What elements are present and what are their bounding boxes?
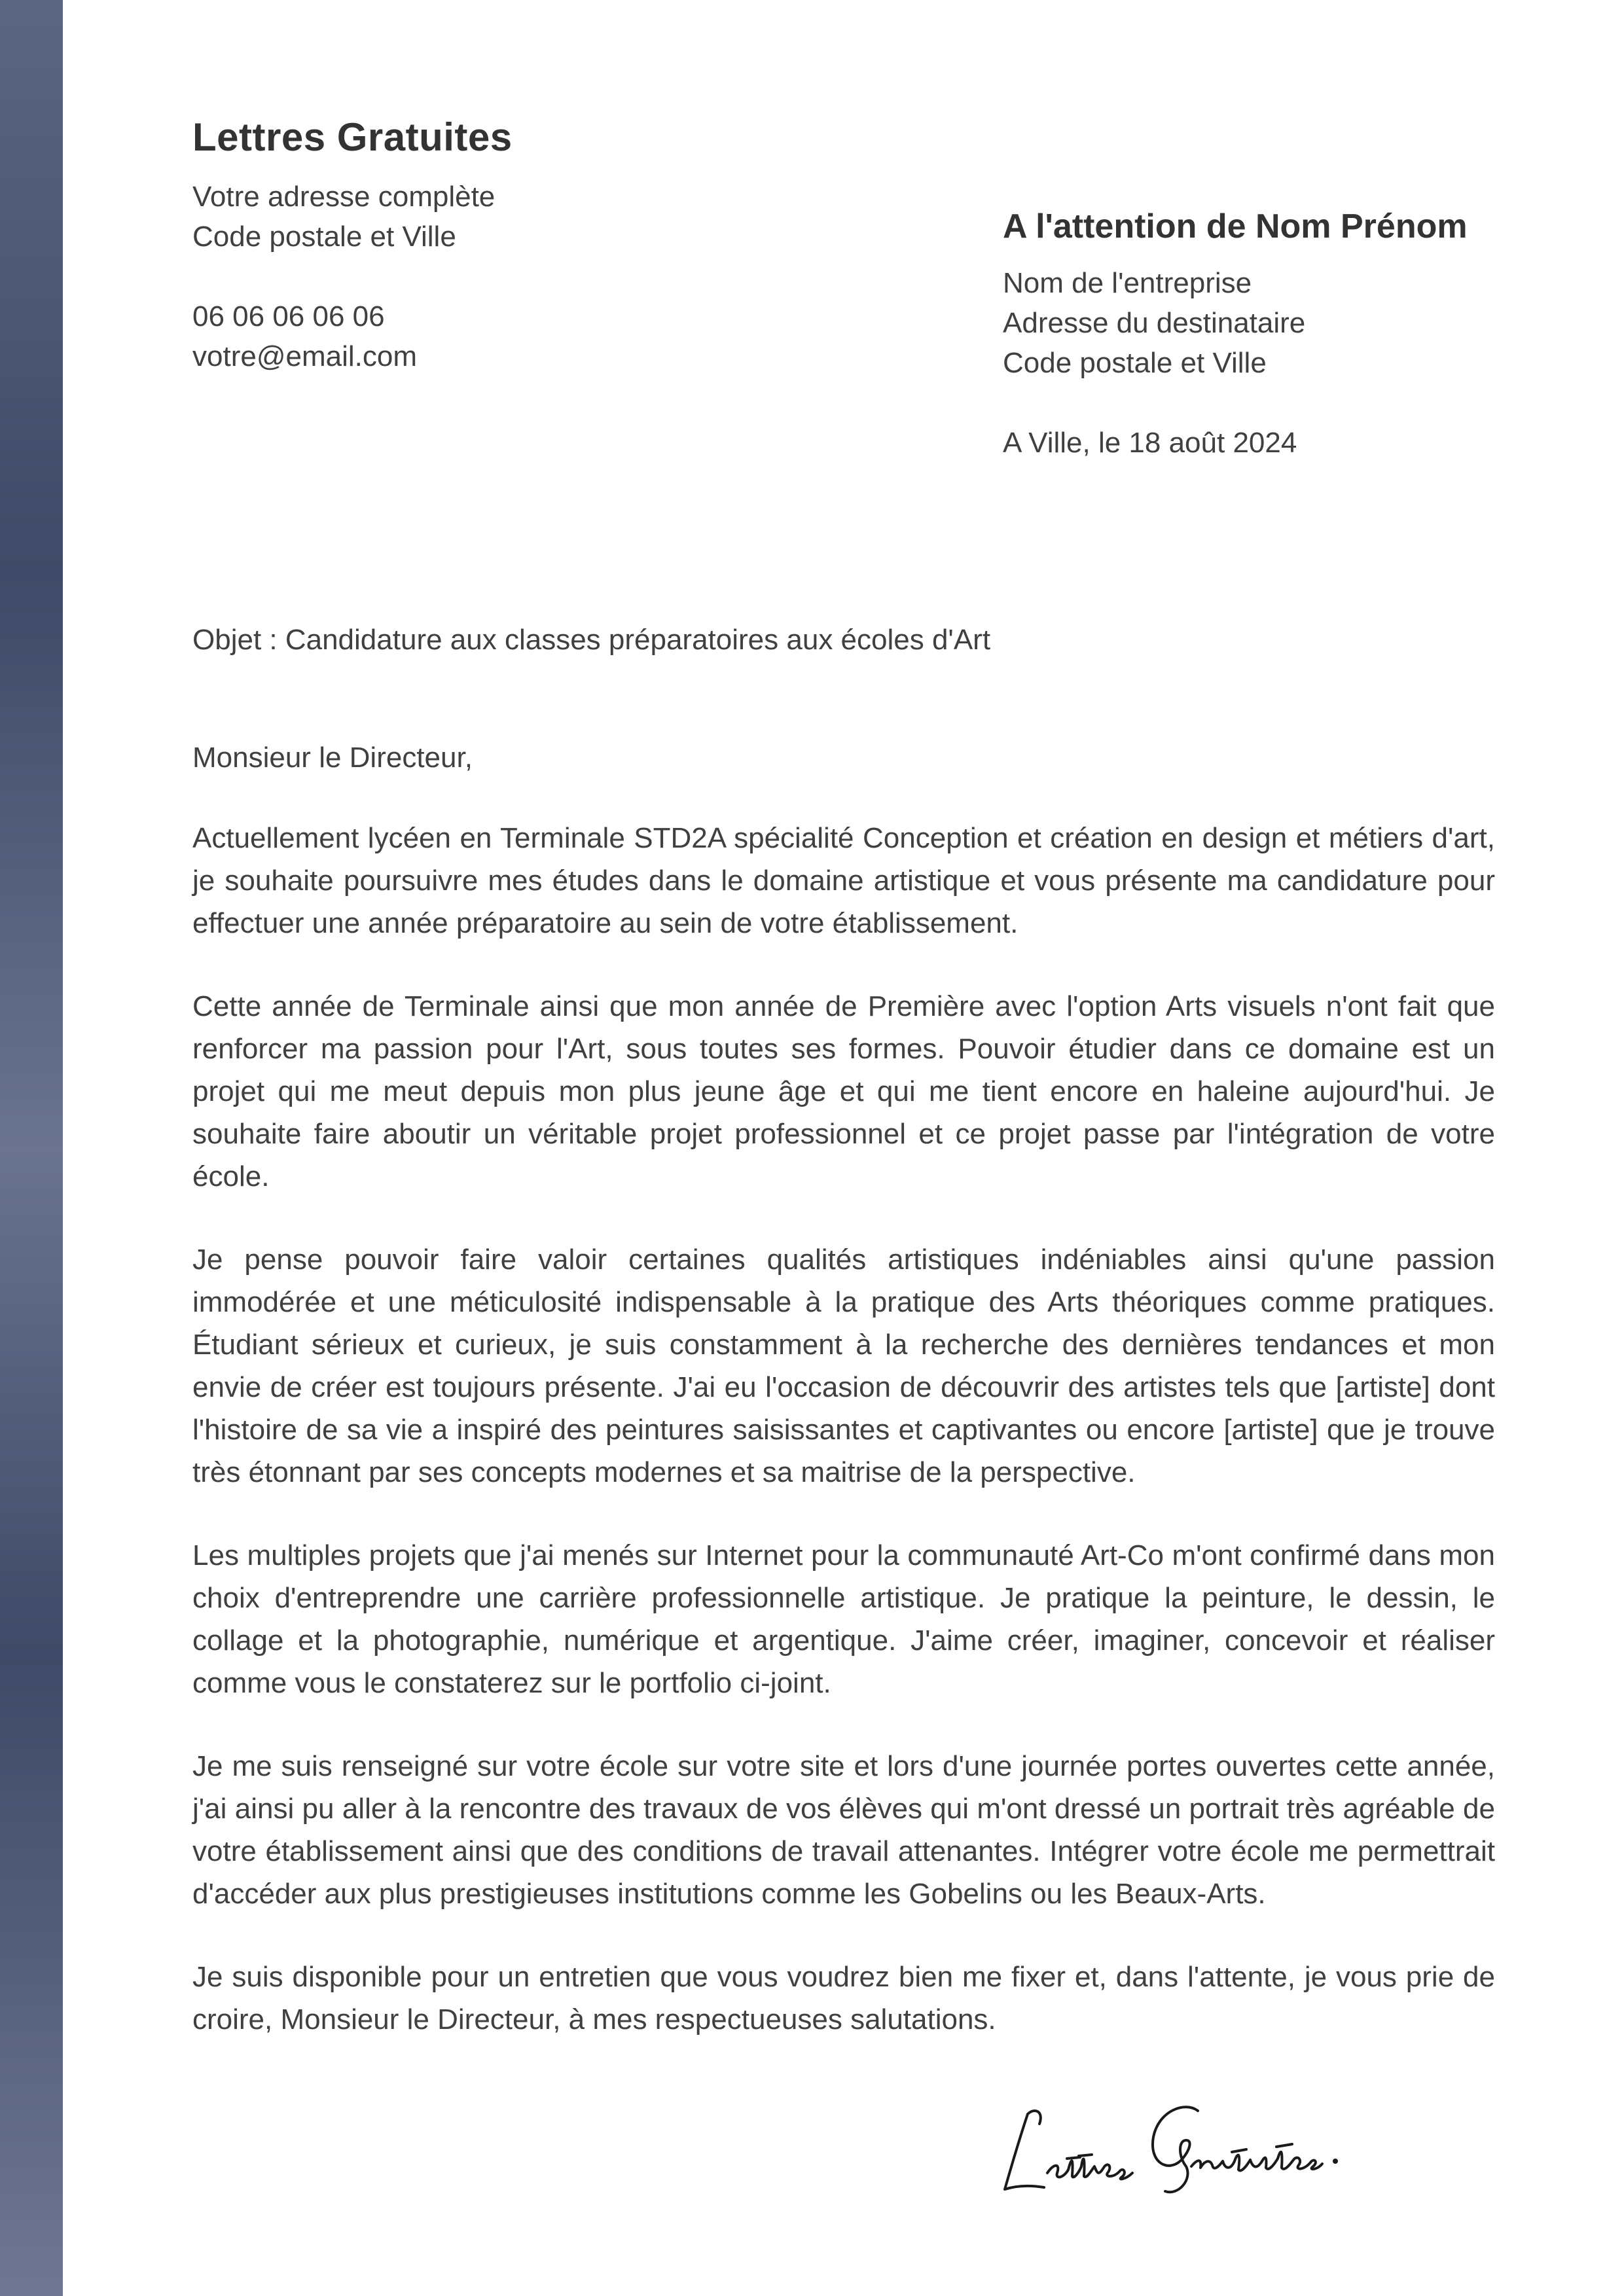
- letter-subject: Objet : Candidature aux classes préparatoires aux écoles d'Art: [192, 624, 991, 656]
- paragraph: Les multiples projets que j'ai menés sur Internet pour la communauté Art-Co m'ont confirmé dans mon choix d'entreprendre une carrière professionnelle artistique. Je pratique la peinture, le dessin, le collage et la photographie, numérique et argentique. J'aime créer, imaginer, concevoir et réaliser comme vous le constaterez sur le portfolio ci-joint.: [192, 1539, 1495, 1699]
- recipient-address: Adresse du destinataire: [1003, 307, 1306, 339]
- sender-address-line1: Votre adresse complète: [192, 181, 496, 213]
- letter-date: A Ville, le 18 août 2024: [1003, 427, 1297, 459]
- recipient-block: [1003, 203, 1592, 463]
- paragraph: Cette année de Terminale ainsi que mon année de Première avec l'option Arts visuels n'ont fait que renforcer ma passion pour l'Art, sous toutes ses formes. Pouvoir étudier dans ce domaine est un projet qui me meut depuis mon plus jeune âge et qui me tient encore en haleine aujourd'hui. Je souhaite faire aboutir un véritable projet professionnel et ce projet passe par l'intégration de votre école.: [192, 990, 1495, 1193]
- letter-body: [192, 817, 1495, 2081]
- handwritten-signature: [982, 2075, 1375, 2206]
- recipient-city: Code postale et Ville: [1003, 347, 1267, 379]
- paragraph: Je me suis renseigné sur votre école sur votre site et lors d'une journée portes ouvertes cette année, j'ai ainsi pu aller à la rencontre des travaux de vos élèves qui m'ont dressé un portrait très agréable de votre établissement ainsi que des conditions de travail attenantes. Intégrer votre école me permettrait d'accéder aux plus prestigieuses institutions comme les Gobelins ou les Beaux-Arts.: [192, 1750, 1495, 1910]
- decorative-side-band: [0, 0, 63, 2296]
- recipient-company: Nom de l'entreprise: [1003, 267, 1252, 299]
- sender-address-line2: Code postale et Ville: [192, 221, 456, 253]
- recipient-attention: A l'attention de Nom Prénom: [1003, 207, 1468, 245]
- sender-name: Lettres Gratuites: [192, 115, 513, 159]
- sender-block: [192, 111, 782, 376]
- paragraph: Je suis disponible pour un entretien que vous voudrez bien me fixer et, dans l'attente, je vous prie de croire, Monsieur le Directeur, à mes respectueuses salutations.: [192, 1961, 1495, 2036]
- letter-salutation: Monsieur le Directeur,: [192, 742, 473, 774]
- paragraph: Actuellement lycéen en Terminale STD2A spécialité Conception et création en design et métiers d'art, je souhaite poursuivre mes études dans le domaine artistique et vous présente ma candidature pour effectuer une année préparatoire au sein de votre établissement.: [192, 822, 1495, 939]
- sender-phone: 06 06 06 06 06: [192, 300, 385, 332]
- paragraph: Je pense pouvoir faire valoir certaines qualités artistiques indéniables ainsi qu'une passion immodérée et une méticulosité indispensable à la pratique des Arts théoriques comme pratiques. Étudiant sérieux et curieux, je suis constamment à la recherche des dernières tendances et mon envie de créer est toujours présente. J'ai eu l'occasion de découvrir des artistes tels que [artiste] dont l'histoire de sa vie a inspiré des peintures saisissantes et captivantes ou encore [artiste] que je trouve très étonnant par ses concepts modernes et sa maitrise de la perspective.: [192, 1244, 1495, 1488]
- sender-email: votre@email.com: [192, 340, 417, 372]
